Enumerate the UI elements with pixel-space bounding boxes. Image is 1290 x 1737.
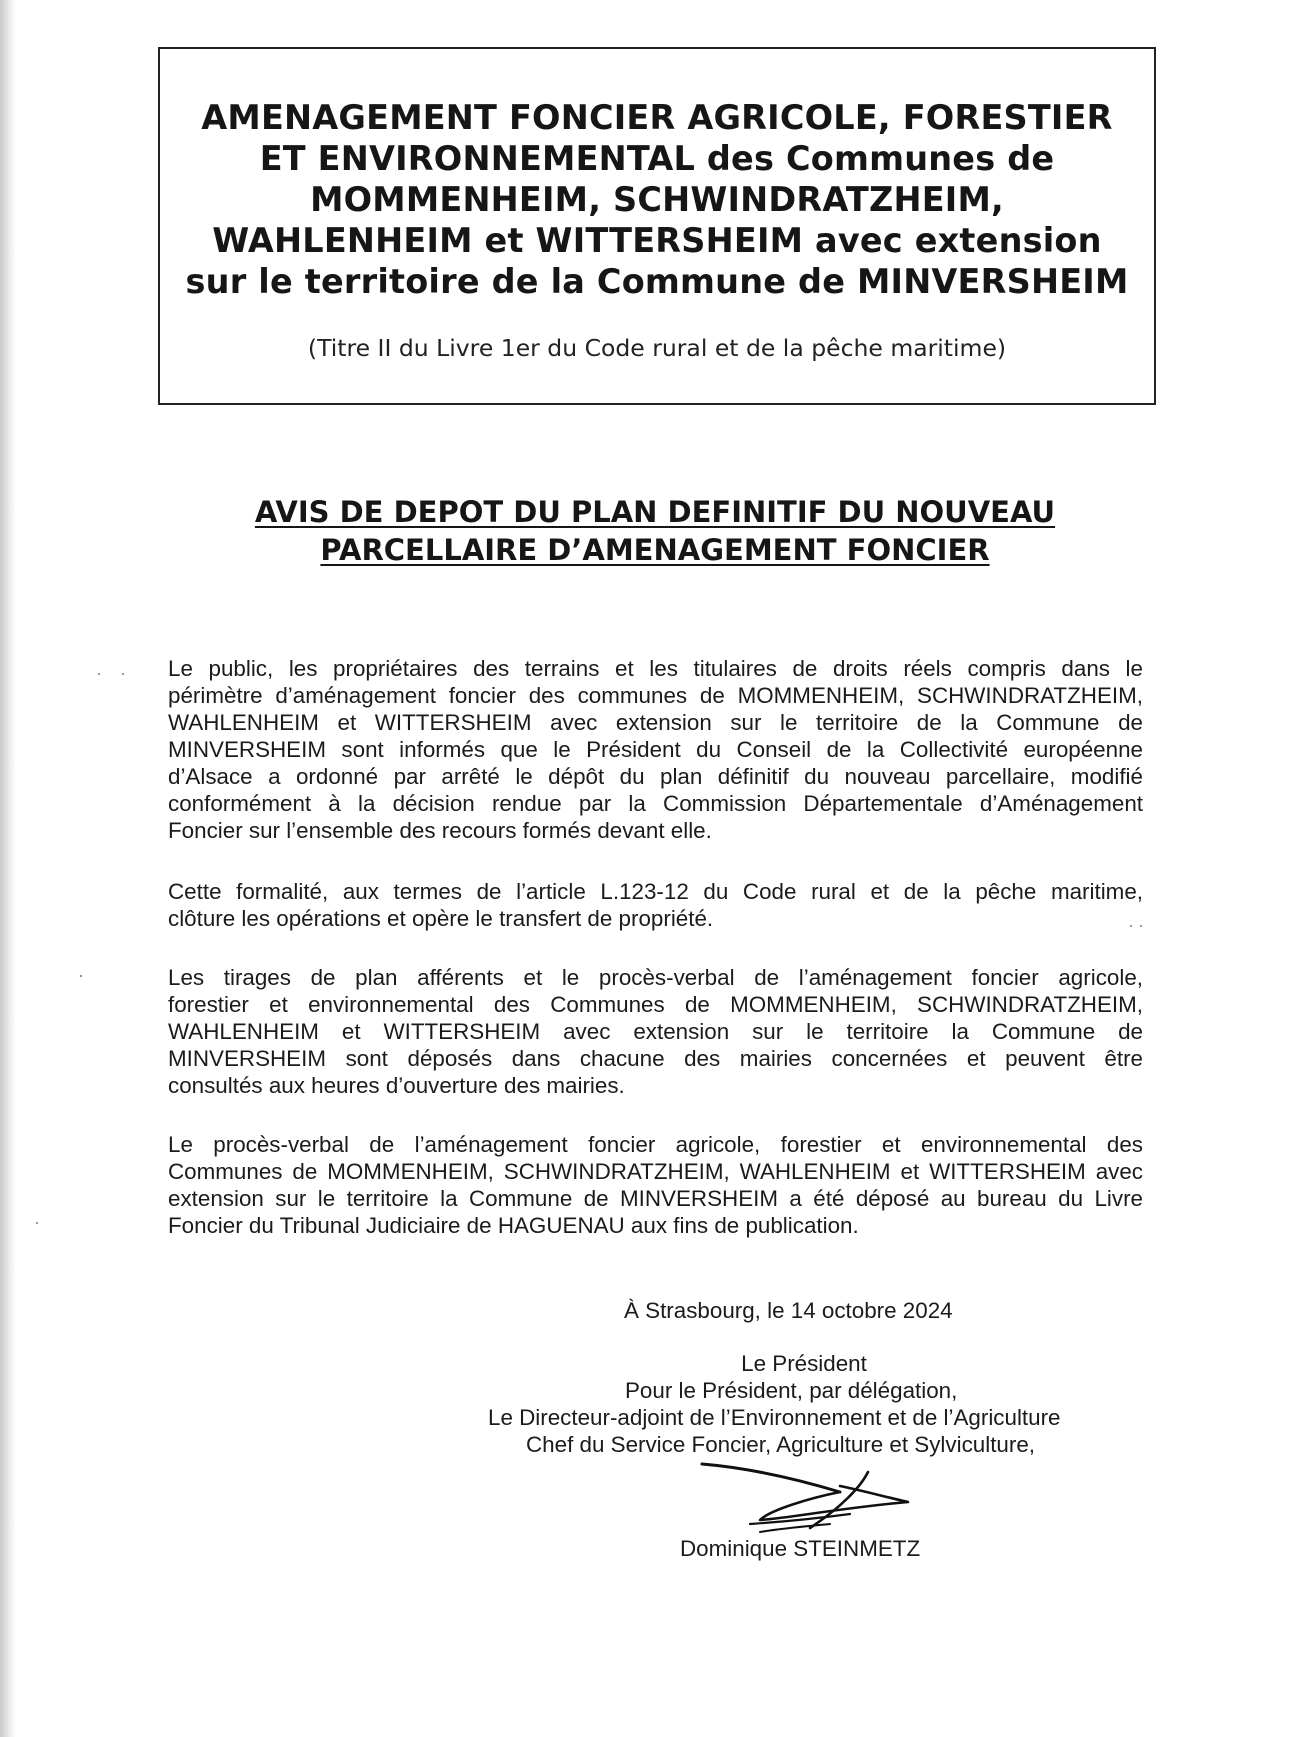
text-line: MINVERSHEIM sont informés que le Président du Conseil de la Collectivité européenne	[168, 737, 1143, 762]
text-line: forestier et environnemental des Communes de MOMMENHEIM, SCHWINDRATZHEIM,	[168, 992, 1143, 1017]
signatory-name: Dominique STEINMETZ	[680, 1536, 921, 1561]
text-line: Le procès-verbal de l’aménagement foncier agricole, forestier et environnemental des	[168, 1132, 1143, 1157]
title-box	[158, 47, 1156, 405]
text-line: clôture les opérations et opère le transfert de propriété.	[168, 906, 714, 931]
signatory-position: Le Directeur-adjoint de l’Environnement et de l’Agriculture	[488, 1405, 1061, 1430]
scan-speck	[98, 673, 100, 675]
text-line: conformément à la décision rendue par la Commission Départementale d’Aménagement	[168, 791, 1143, 816]
title-line: ET ENVIRONNEMENTAL des Communes de	[259, 139, 1055, 178]
paragraph-land-register	[168, 1131, 1143, 1239]
title-line: WAHLENHEIM et WITTERSHEIM avec extension	[212, 221, 1102, 260]
text-line: extension sur le territoire la Commune de MINVERSHEIM a été déposé au bureau du Livre	[168, 1186, 1143, 1211]
notice-heading-line: PARCELLAIRE D’AMENAGEMENT FONCIER	[320, 533, 990, 567]
title-line: MOMMENHEIM, SCHWINDRATZHEIM,	[310, 180, 1004, 219]
signatory-department: Chef du Service Foncier, Agriculture et Sylviculture,	[526, 1432, 1035, 1457]
text-line: Foncier du Tribunal Judiciaire de HAGUENAU aux fins de publication.	[168, 1213, 859, 1238]
scan-speck	[80, 975, 82, 977]
text-line: Cette formalité, aux termes de l’article L.123-12 du Code rural et de la pêche maritime,	[168, 879, 1143, 904]
notice-heading-line: AVIS DE DEPOT DU PLAN DEFINITIF DU NOUVEAU	[254, 495, 1056, 529]
paragraph-plan-deposit	[168, 964, 1143, 1099]
text-line: Les tirages de plan afférents et le procès-verbal de l’aménagement foncier agricole,	[168, 965, 1143, 990]
title-line: AMENAGEMENT FONCIER AGRICOLE, FORESTIER	[201, 98, 1113, 137]
paragraph-public-notice	[168, 655, 1143, 844]
scan-speck	[1140, 925, 1142, 927]
paragraph-formality	[168, 878, 1143, 932]
place-and-date: À Strasbourg, le 14 octobre 2024	[624, 1298, 953, 1323]
text-line: Le public, les propriétaires des terrains et les titulaires de droits réels compris dans le	[168, 656, 1143, 681]
text-line: MINVERSHEIM sont déposés dans chacune des mairies concernées et peuvent être	[168, 1046, 1143, 1071]
signatory-role: Le Président	[741, 1351, 867, 1376]
legal-reference: (Titre II du Livre 1er du Code rural et de la pêche maritime)	[307, 334, 1007, 362]
scan-speck	[122, 673, 124, 675]
text-line: Communes de MOMMENHEIM, SCHWINDRATZHEIM, WAHLENHEIM et WITTERSHEIM avec	[168, 1159, 1143, 1184]
text-line: d’Alsace a ordonné par arrêté le dépôt du plan définitif du nouveau parcellaire, modifié	[168, 764, 1143, 789]
text-line: WAHLENHEIM et WITTERSHEIM avec extension sur le territoire la Commune de	[168, 1019, 1143, 1044]
scan-speck	[36, 1222, 38, 1224]
notice-heading	[150, 493, 1160, 569]
text-line: WAHLENHEIM et WITTERSHEIM avec extension sur le territoire de la Commune de	[168, 710, 1143, 735]
text-line: Foncier sur l’ensemble des recours formés devant elle.	[168, 818, 712, 843]
title-line: sur le territoire de la Commune de MINVERSHEIM	[185, 262, 1129, 301]
scan-speck	[1130, 925, 1132, 927]
text-line: consultés aux heures d’ouverture des mairies.	[168, 1073, 625, 1098]
document-title	[160, 97, 1154, 302]
text-line: périmètre d’aménagement foncier des communes de MOMMENHEIM, SCHWINDRATZHEIM,	[168, 683, 1143, 708]
delegation-line: Pour le Président, par délégation,	[625, 1378, 958, 1403]
scan-page-edge	[0, 0, 16, 1737]
handwritten-signature	[690, 1458, 930, 1538]
